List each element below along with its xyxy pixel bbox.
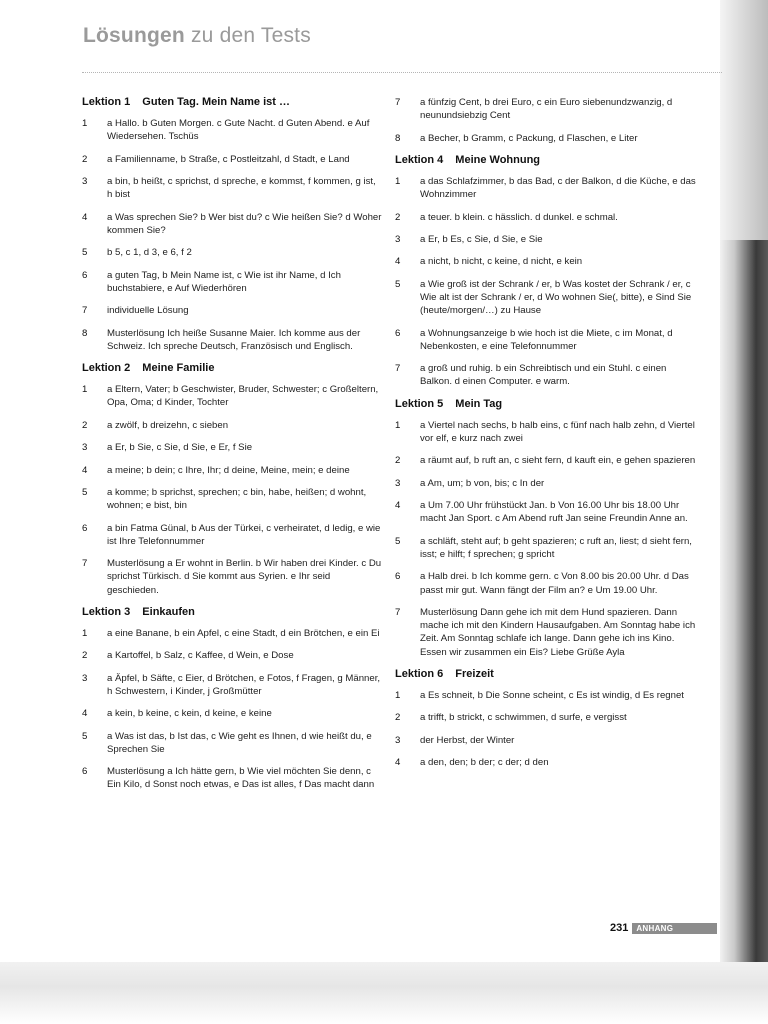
answer-item bbox=[395, 278, 700, 318]
answer-item bbox=[82, 649, 382, 662]
scan-shadow-bottom bbox=[0, 962, 768, 1024]
answer-item bbox=[82, 730, 382, 756]
answer-item bbox=[395, 711, 700, 724]
answer-number: 1 bbox=[395, 689, 401, 701]
answer-text: a den, den; b der; c der; d den bbox=[420, 757, 549, 769]
answer-item bbox=[395, 132, 700, 145]
answer-text: Musterlösung a Er wohnt in Berlin. b Wir haben drei Kinder. c Du sprichst Türkisch. d Sie kommt aus Syrien. e Ihr seid geschieden. bbox=[107, 558, 382, 596]
answer-number: 6 bbox=[395, 571, 401, 583]
answer-item bbox=[395, 233, 700, 246]
right-column bbox=[395, 96, 700, 778]
answer-item bbox=[395, 211, 700, 224]
answer-text: a Wie groß ist der Schrank / er, b Was kostet der Schrank / er, c Wie alt ist der Schrank / er, d Wo wohnen Sie(, bitte), e Sind Sie (heute/morgen/…) zu Hause bbox=[420, 278, 692, 317]
lesson-title: Meine Wohnung bbox=[455, 153, 541, 166]
answer-text: a Familienname, b Straße, c Postleitzahl, d Stadt, e Land bbox=[107, 153, 350, 165]
answer-number: 4 bbox=[395, 757, 401, 769]
answer-number: 1 bbox=[82, 627, 88, 639]
answer-number: 4 bbox=[82, 464, 88, 476]
answer-number: 2 bbox=[395, 211, 401, 223]
answer-number: 4 bbox=[82, 211, 88, 223]
answer-item bbox=[395, 255, 700, 268]
answer-item bbox=[82, 153, 382, 166]
lesson-title: Mein Tag bbox=[455, 397, 503, 410]
answer-text: der Herbst, der Winter bbox=[420, 734, 515, 746]
lesson-title: Freizeit bbox=[455, 667, 494, 680]
answer-number: 5 bbox=[82, 730, 88, 742]
answer-number: 6 bbox=[82, 269, 88, 281]
answer-text: a Eltern, Vater; b Geschwister, Bruder, Schwester; c Großeltern, Opa, Oma; d Kinder, Tochter bbox=[107, 384, 379, 409]
lesson-number: Lektion 4 bbox=[395, 153, 444, 166]
answer-number: 2 bbox=[82, 153, 88, 165]
answer-number: 7 bbox=[395, 97, 401, 108]
answer-number: 3 bbox=[82, 175, 88, 187]
answer-number: 2 bbox=[82, 419, 88, 431]
answer-item bbox=[82, 383, 382, 409]
answer-text: a Äpfel, b Säfte, c Eier, d Brötchen, e Fotos, f Fragen, g Männer, h Schwestern, i Kinder, j Großmütter bbox=[107, 672, 381, 697]
answer-text: a komme; b sprichst, sprechen; c bin, habe, heißen; d wohnt, wohnen; e bist, bin bbox=[107, 486, 367, 512]
lesson-title: Meine Familie bbox=[142, 362, 215, 375]
lesson-section bbox=[82, 96, 382, 353]
answer-item bbox=[82, 269, 382, 295]
answer-text: individuelle Lösung bbox=[107, 305, 189, 317]
answer-number: 4 bbox=[395, 256, 401, 268]
lesson-heading bbox=[395, 154, 700, 166]
answer-item bbox=[395, 175, 700, 201]
answer-text: a Viertel nach sechs, b halb eins, c fünf nach halb zehn, d Viertel vor elf, e kurz nach zwei bbox=[420, 419, 695, 444]
lesson-section bbox=[395, 398, 700, 659]
answer-number: 5 bbox=[82, 486, 88, 498]
page-title bbox=[83, 24, 311, 48]
answer-number: 2 bbox=[82, 650, 88, 662]
lesson-section bbox=[82, 362, 382, 597]
answer-item bbox=[82, 441, 382, 454]
answer-text: a Was ist das, b Ist das, c Wie geht es Ihnen, d wie heißt du, e Sprechen Sie bbox=[107, 730, 372, 755]
answer-number: 2 bbox=[395, 455, 401, 467]
answer-item bbox=[82, 327, 382, 353]
scan-shadow-right-top bbox=[720, 0, 768, 240]
page-footer bbox=[610, 922, 717, 934]
answer-text: a Es schneit, b Die Sonne scheint, c Es ist windig, d Es regnet bbox=[420, 689, 684, 701]
page-number: 231 bbox=[610, 922, 629, 934]
answer-item bbox=[82, 557, 382, 597]
lesson-section bbox=[82, 606, 382, 792]
answer-number: 3 bbox=[395, 233, 401, 245]
answer-item bbox=[395, 419, 700, 445]
answer-number: 7 bbox=[82, 305, 88, 317]
answer-item bbox=[82, 707, 382, 720]
answer-number: 3 bbox=[82, 442, 88, 454]
answer-text: a räumt auf, b ruft an, c sieht fern, d kauft ein, e gehen spazieren bbox=[420, 455, 696, 467]
answer-item bbox=[395, 734, 700, 747]
answer-number: 3 bbox=[82, 672, 88, 684]
answer-text: a Er, b Sie, c Sie, d Sie, e Er, f Sie bbox=[107, 442, 253, 454]
answer-text: a Wohnungsanzeige b wie hoch ist die Miete, c im Monat, d Nebenkosten, e eine Telefonnummer bbox=[420, 327, 673, 352]
answer-number: 5 bbox=[395, 535, 401, 547]
answer-text: a meine; b dein; c Ihre, Ihr; d deine, Meine, mein; e deine bbox=[107, 464, 350, 476]
answer-item bbox=[395, 96, 700, 122]
answer-number: 1 bbox=[82, 384, 88, 396]
answer-text: Musterlösung Ich heiße Susanne Maier. Ich komme aus der Schweiz. Ich spreche Deutsch, Französisch und Englisch. bbox=[107, 327, 361, 352]
answer-text: a Kartoffel, b Salz, c Kaffee, d Wein, e Dose bbox=[107, 650, 294, 662]
answer-text: a Was sprechen Sie? b Wer bist du? c Wie heißen Sie? d Woher kommen Sie? bbox=[107, 211, 382, 236]
lesson-section bbox=[395, 96, 700, 145]
answer-item bbox=[395, 327, 700, 353]
answer-item bbox=[395, 756, 700, 769]
answer-item bbox=[82, 211, 382, 237]
lesson-heading bbox=[82, 362, 382, 374]
answer-number: 6 bbox=[82, 522, 88, 534]
answer-number: 4 bbox=[82, 708, 88, 720]
answer-number: 1 bbox=[395, 419, 401, 431]
answer-text: a guten Tag, b Mein Name ist, c Wie ist ihr Name, d Ich buchstabiere, e Auf Wiederhören bbox=[107, 269, 341, 294]
answer-number: 1 bbox=[395, 175, 401, 187]
answer-text: a trifft, b strickt, c schwimmen, d surfe, e vergisst bbox=[420, 712, 627, 724]
answer-text: a nicht, b nicht, c keine, d nicht, e kein bbox=[420, 256, 583, 268]
lesson-number: Lektion 1 bbox=[82, 96, 131, 108]
answer-text: a Becher, b Gramm, c Packung, d Flaschen, e Liter bbox=[420, 132, 638, 144]
answer-item bbox=[395, 362, 700, 388]
answer-item bbox=[82, 765, 382, 791]
answer-number: 1 bbox=[82, 118, 88, 129]
lesson-title: Einkaufen bbox=[142, 605, 195, 618]
answer-number: 6 bbox=[395, 327, 401, 339]
answer-number: 3 bbox=[395, 477, 401, 489]
answer-number: 2 bbox=[395, 712, 401, 724]
answer-text: a Halb drei. b Ich komme gern. c Von 8.00 bis 20.00 Uhr. d Das passt mir gut. Wann fängt der Film an? e Um 19.00 Uhr. bbox=[420, 571, 689, 596]
answer-text: a bin Fatma Günal, b Aus der Türkei, c verheiratet, d ledig, e wie ist Ihre Telefonnummer bbox=[107, 522, 381, 547]
lesson-section bbox=[395, 668, 700, 769]
answer-text: a Um 7.00 Uhr frühstückt Jan. b Von 16.00 Uhr bis 18.00 Uhr macht Jan Sport. c Am Abend ruft Jan seine Freundin Anne an. bbox=[420, 500, 688, 525]
answer-text: b 5, c 1, d 3, e 6, f 2 bbox=[107, 247, 192, 259]
answer-text: a schläft, steht auf; b geht spazieren; c ruft an, liest; d sieht fern, isst; e hilft; f sprechen; g spricht bbox=[420, 535, 692, 560]
answer-item bbox=[82, 627, 382, 640]
answer-number: 7 bbox=[395, 606, 401, 618]
answer-item bbox=[395, 689, 700, 702]
answer-item bbox=[82, 175, 382, 201]
answer-item bbox=[82, 117, 382, 143]
lesson-heading bbox=[82, 606, 382, 618]
section-tag: ANHANG bbox=[632, 923, 717, 934]
left-column bbox=[82, 96, 382, 801]
answer-text: a das Schlafzimmer, b das Bad, c der Balkon, d die Küche, e das Wohnzimmer bbox=[420, 175, 696, 201]
answer-text: a teuer. b klein. c hässlich. d dunkel. e schmal. bbox=[420, 211, 618, 223]
answer-text: a kein, b keine, c kein, d keine, e keine bbox=[107, 708, 272, 720]
answer-text: a groß und ruhig. b ein Schreibtisch und ein Stuhl. c einen Balkon. d einen Computer. e warm. bbox=[420, 363, 667, 388]
answer-number: 6 bbox=[82, 766, 88, 778]
answer-item bbox=[82, 304, 382, 317]
lesson-number: Lektion 6 bbox=[395, 667, 444, 680]
answer-number: 5 bbox=[395, 278, 401, 290]
page-title-bold: Lösungen bbox=[83, 24, 185, 47]
answer-number: 8 bbox=[82, 327, 88, 339]
answer-item bbox=[82, 522, 382, 548]
answer-text: a Er, b Es, c Sie, d Sie, e Sie bbox=[420, 233, 543, 245]
answer-number: 3 bbox=[395, 734, 401, 746]
answer-item bbox=[395, 499, 700, 525]
lesson-heading bbox=[395, 668, 700, 680]
answer-number: 7 bbox=[395, 363, 401, 375]
lesson-number: Lektion 5 bbox=[395, 397, 444, 410]
answer-item bbox=[395, 606, 700, 659]
answer-text: a fünfzig Cent, b drei Euro, c ein Euro siebenundzwanzig, d neunundsiebzig Cent bbox=[420, 97, 673, 122]
answer-number: 4 bbox=[395, 500, 401, 512]
answer-item bbox=[82, 419, 382, 432]
answer-text: a zwölf, b dreizehn, c sieben bbox=[107, 419, 229, 431]
answer-item bbox=[395, 477, 700, 490]
answer-item bbox=[395, 570, 700, 596]
answer-item bbox=[395, 535, 700, 561]
lesson-section bbox=[395, 154, 700, 389]
answer-item bbox=[82, 246, 382, 259]
answer-number: 8 bbox=[395, 132, 401, 144]
answer-number: 5 bbox=[82, 247, 88, 259]
page-title-rest: zu den Tests bbox=[184, 24, 311, 47]
lesson-heading bbox=[82, 96, 382, 108]
answer-number: 7 bbox=[82, 558, 88, 570]
answer-text: a Hallo. b Guten Morgen. c Gute Nacht. d Guten Abend. e Auf Wiedersehen. Tschüs bbox=[107, 118, 370, 143]
answer-text: a eine Banane, b ein Apfel, c eine Stadt, d ein Brötchen, e ein Ei bbox=[107, 627, 380, 639]
answer-text: a Am, um; b von, bis; c In der bbox=[420, 477, 545, 489]
lesson-number: Lektion 2 bbox=[82, 362, 131, 375]
answer-text: Musterlösung a Ich hätte gern, b Wie viel möchten Sie denn, c Ein Kilo, d Sonst noch etwas, e Das ist alles, f Das macht dann bbox=[107, 766, 375, 791]
lesson-title: Guten Tag. Mein Name ist … bbox=[142, 96, 291, 108]
lesson-number: Lektion 3 bbox=[82, 605, 131, 618]
answer-text: a bin, b heißt, c sprichst, d spreche, e kommst, f kommen, g ist, h bist bbox=[107, 175, 376, 201]
answer-item bbox=[82, 464, 382, 477]
answer-item bbox=[395, 454, 700, 467]
answer-item bbox=[82, 672, 382, 698]
title-divider bbox=[82, 72, 722, 73]
lesson-heading bbox=[395, 398, 700, 410]
answer-text: Musterlösung Dann gehe ich mit dem Hund spazieren. Dann mache ich mit den Kindern Hausaufgaben. Am Sonntag habe ich Zeit. Am Sonntag schlafe ich lange. Dann gehe ich ins Kino. Essen wir zusammen ein Eis? Liebe Grüße Ayla bbox=[420, 606, 696, 658]
answer-item bbox=[82, 486, 382, 512]
